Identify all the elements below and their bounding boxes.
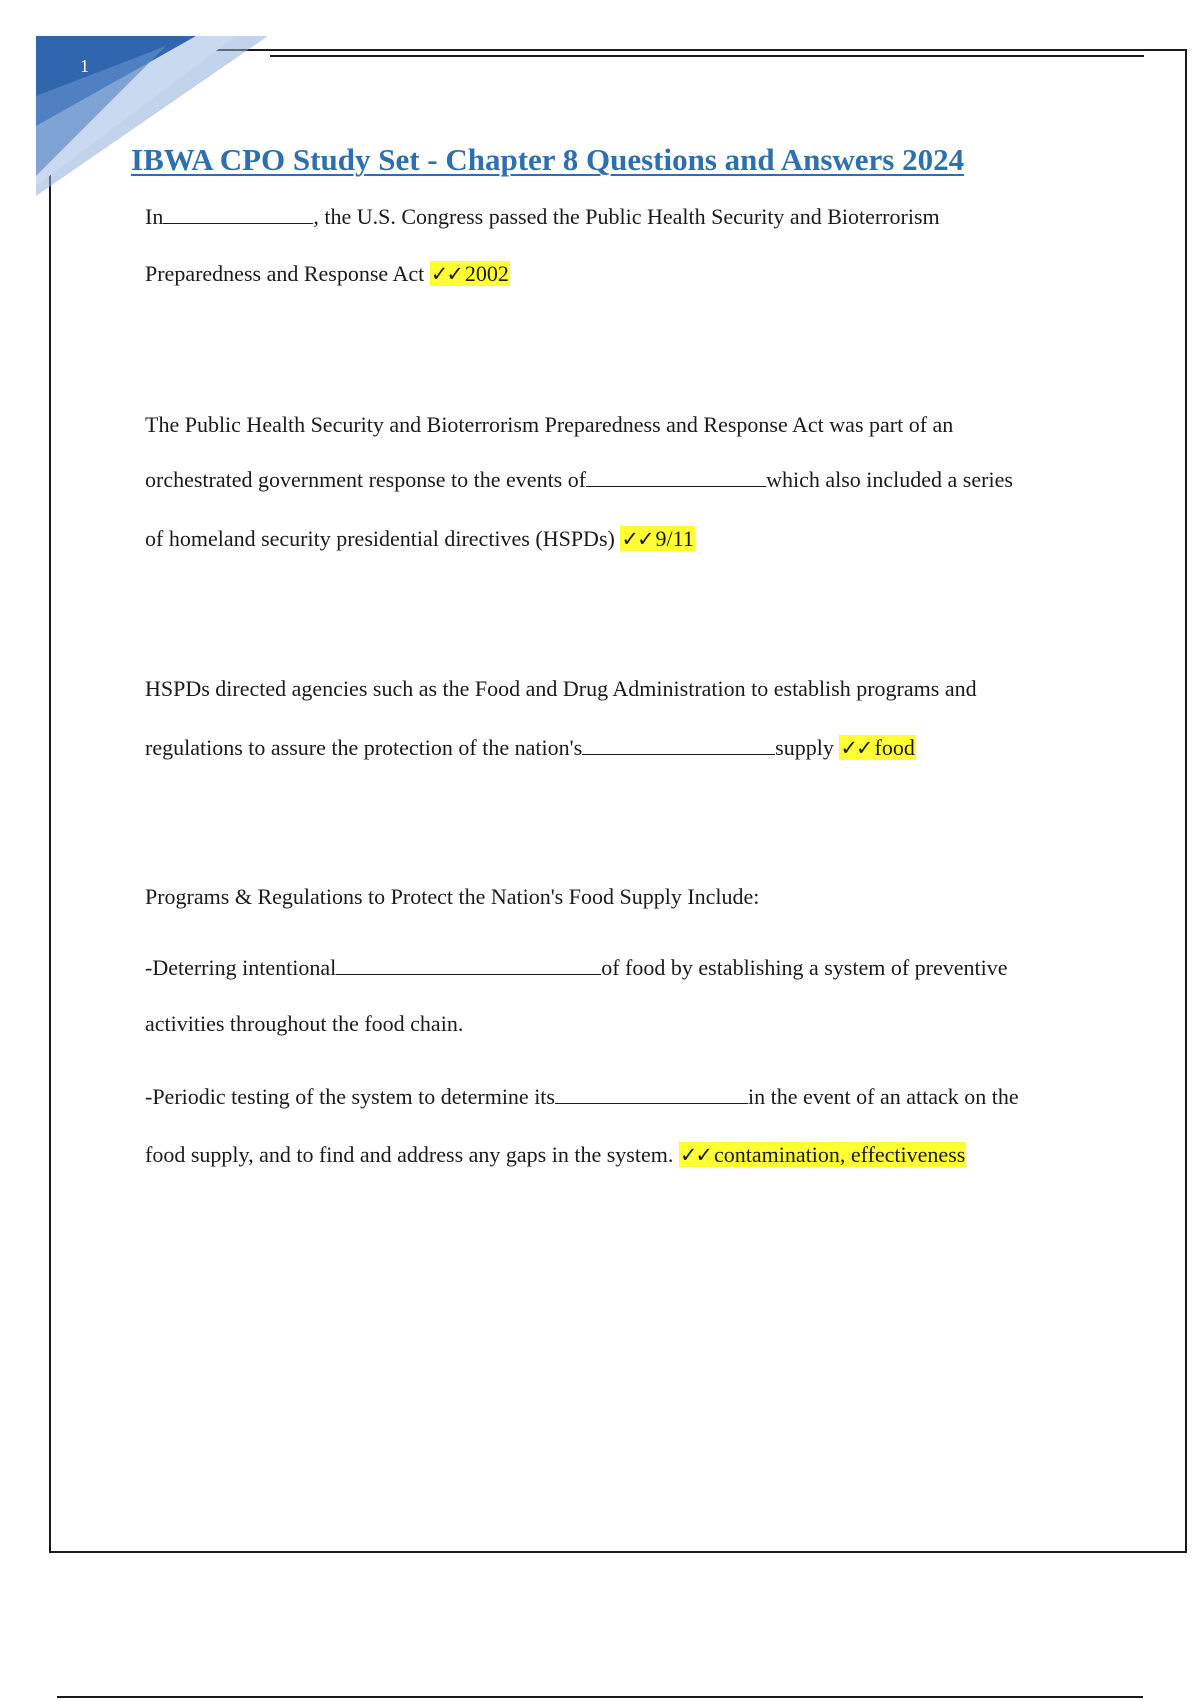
q4-item2-text-c: food supply, and to find and address any gaps in the system. [145,1142,674,1167]
q3-line2 [145,733,916,763]
q1-text-a: In [145,204,164,229]
q4-blank-2 [555,1083,748,1104]
q4-item1-text-b: of food by establishing a system of preventive [601,955,1008,980]
checkmark-icon: ✓✓ [679,1143,712,1167]
footer-rule [57,1696,1143,1698]
q2-text-a: The Public Health Security and Bioterrorism Preparedness and Response Act was part of an [145,412,954,437]
q4-item1-text-a: -Deterring intentional [145,955,337,980]
q2-text-c: which also included a series [766,467,1013,492]
q4-heading [145,882,759,912]
q2-answer [620,526,695,551]
q2-line3 [145,524,695,554]
q1-text-b: , the U.S. Congress passed the Public Health Security and Bioterrorism [313,204,940,229]
q2-blank [586,466,766,487]
page-number: 1 [80,56,89,76]
q3-blank [582,734,775,755]
q4-answer-text: contamination, effectiveness [714,1142,966,1167]
document-title: IBWA CPO Study Set - Chapter 8 Questions and Answers 2024 [131,142,965,177]
q4-item2-line1 [145,1082,1019,1112]
q2-text-d: of homeland security presidential directives (HSPDs) [145,526,615,551]
q2-line2 [145,465,1013,495]
q2-text-b: orchestrated government response to the events of [145,467,587,492]
checkmark-icon: ✓✓ [621,527,653,551]
corner-decoration [36,36,276,206]
q4-item2-line2 [145,1140,966,1170]
q3-text-a: HSPDs directed agencies such as the Food and Drug Administration to establish programs and [145,676,977,701]
q1-text-c: Preparedness and Response Act [145,261,425,286]
q2-answer-text: 9/11 [655,526,694,551]
q4-blank-1 [336,954,601,975]
q3-text-c: supply [775,735,834,760]
q1-answer [430,261,510,286]
q1-line2 [145,259,510,289]
q4-item1-line1 [145,953,1008,983]
q4-item2-text-b: in the event of an attack on the [747,1084,1019,1109]
q4-item1-line2 [145,1009,463,1039]
q3-text-b: regulations to assure the protection of the nation's [145,735,583,760]
q3-answer [839,735,916,760]
q3-line1 [145,674,977,704]
q1-blank [163,203,313,224]
checkmark-icon: ✓✓ [840,736,872,760]
header-rule [270,55,1144,57]
q4-item2-text-a: -Periodic testing of the system to determine its [145,1084,555,1109]
q1-line1 [145,202,940,232]
q2-line1 [145,410,953,440]
q3-answer-text: food [874,735,915,760]
q4-item1-text-c: activities throughout the food chain. [145,1011,464,1036]
checkmark-icon: ✓✓ [430,262,462,286]
q4-heading-text: Programs & Regulations to Protect the Nation's Food Supply Include: [145,884,760,909]
q1-answer-text: 2002 [464,261,509,286]
q4-answer [679,1142,966,1167]
